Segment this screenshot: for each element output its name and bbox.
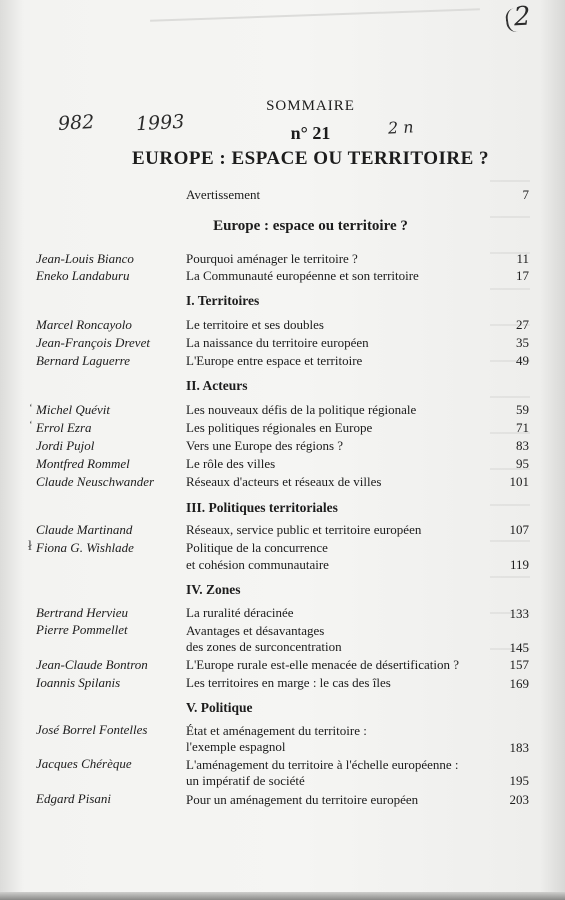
article-title: Pour un aménagement du territoire européen (186, 792, 419, 807)
article-title: Réseaux, service public et territoire européen (186, 522, 422, 537)
page-number: 203 (509, 792, 529, 807)
page-number: 183 (509, 740, 529, 755)
section-heading: IV. Zones (186, 582, 241, 597)
page-number: 107 (509, 522, 529, 537)
article-title: Les territoires en marge : le cas des îles (186, 675, 391, 690)
article-title: Les politiques régionales en Europe (186, 420, 373, 435)
article-title-continued: et cohésion communautaire (186, 557, 329, 572)
author-name: Fiona G. Wishlade (36, 540, 134, 555)
author-name: Eneko Landaburu (36, 268, 130, 283)
article-title: Le territoire et ses doubles (186, 317, 324, 332)
article-title-continued: des zones de surconcentration (186, 639, 342, 654)
handwritten-mark: 2 n (387, 117, 415, 138)
author-name: Michel Quévit (36, 402, 110, 417)
page-number: 35 (516, 335, 529, 350)
author-name: Marcel Roncayolo (36, 317, 132, 332)
article-title: L'aménagement du territoire à l'échelle européenne : (186, 757, 459, 772)
article-title: Les nouveaux défis de la politique régionale (186, 402, 417, 417)
article-title: L'Europe entre espace et territoire (186, 353, 363, 368)
margin-tick-mark: ł (28, 539, 32, 554)
theme-title: Europe : espace ou territoire ? (213, 218, 408, 234)
sommaire-heading: SOMMAIRE (266, 98, 355, 114)
article-title-continued: l'exemple espagnol (186, 739, 286, 754)
page-number: 95 (516, 456, 529, 471)
author-name: Bernard Laguerre (36, 353, 131, 368)
author-name: Montfred Rommel (36, 456, 130, 471)
article-title-continued: un impératif de société (186, 773, 305, 788)
page-number: 195 (509, 773, 529, 788)
page-number: 133 (509, 606, 529, 621)
page-number: 49 (516, 353, 529, 368)
handwritten-corner-mark: 2 (513, 1, 532, 33)
section-heading: III. Politiques territoriales (186, 500, 338, 515)
article-title: Avantages et désavantages (186, 623, 325, 638)
author-name: Jacques Chérèque (36, 756, 132, 771)
issue-number: n° 21 (290, 123, 331, 143)
author-name: Claude Neuschwander (36, 474, 155, 489)
page-number: 59 (516, 402, 529, 417)
margin-tick-mark: ‘ (29, 402, 33, 414)
article-title: Le rôle des villes (186, 456, 276, 471)
corner-bracket-mark (504, 7, 527, 34)
article-title: L'Europe rurale est-elle menacée de désertification ? (186, 657, 460, 672)
article-title: La naissance du territoire européen (186, 335, 369, 350)
page-number: 11 (516, 251, 529, 266)
issue-title: EUROPE : ESPACE OU TERRITOIRE ? (131, 148, 490, 169)
page-number: 17 (516, 268, 529, 283)
handwritten-year: 1993 (135, 110, 185, 136)
article-title: Pourquoi aménager le territoire ? (186, 251, 358, 266)
author-name: Bertrand Hervieu (36, 605, 129, 620)
author-name: Jean-Claude Bontron (36, 657, 148, 672)
handwritten-catalog-number: 982 (57, 111, 95, 135)
page-number: 119 (509, 557, 529, 572)
author-name: José Borrel Fontelles (36, 722, 148, 737)
article-title: La ruralité déracinée (186, 605, 294, 620)
page-number: 83 (516, 438, 529, 453)
avertissement-page: 7 (522, 187, 529, 202)
author-name: Pierre Pommellet (36, 622, 128, 637)
article-title: Réseaux d'acteurs et réseaux de villes (186, 474, 382, 489)
avertissement-label: Avertissement (186, 187, 261, 202)
page-number: 169 (509, 676, 529, 691)
page-number: 101 (509, 474, 529, 489)
author-name: Jean-Louis Bianco (36, 251, 134, 266)
author-name: Edgard Pisani (36, 791, 111, 806)
author-name: Claude Martinand (36, 522, 133, 537)
bleed-through-mark (150, 8, 480, 22)
article-title: État et aménagement du territoire : (186, 723, 367, 738)
section-heading: I. Territoires (186, 293, 260, 308)
page-bottom-edge (0, 892, 565, 900)
article-title: La Communauté européenne et son territoire (186, 268, 419, 283)
author-name: Errol Ezra (36, 420, 92, 435)
margin-tick-mark: ‘ (29, 419, 33, 431)
page-number: 145 (509, 640, 529, 655)
article-title: Vers une Europe des régions ? (186, 438, 344, 453)
article-title: Politique de la concurrence (186, 540, 328, 555)
page-number: 27 (516, 317, 529, 332)
author-name: Jordi Pujol (36, 438, 95, 453)
section-heading: V. Politique (186, 700, 253, 715)
page-number: 157 (509, 657, 529, 672)
page-number: 71 (516, 420, 529, 435)
author-name: Ioannis Spilanis (36, 675, 121, 690)
section-heading: II. Acteurs (186, 378, 248, 393)
author-name: Jean-François Drevet (36, 335, 150, 350)
